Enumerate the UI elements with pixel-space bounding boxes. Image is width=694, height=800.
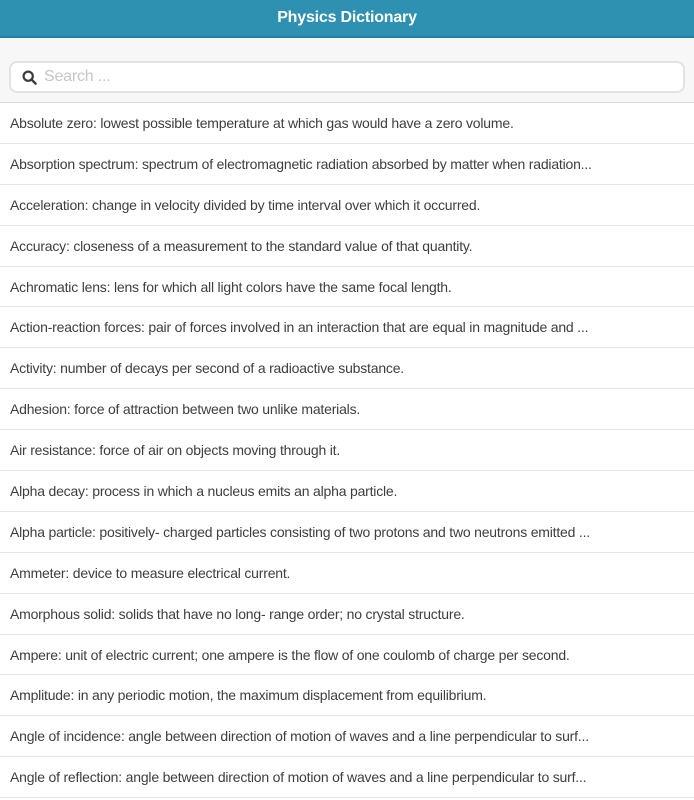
list-item[interactable] [0,716,694,757]
list-item[interactable] [0,675,694,716]
entry-text: Absorption spectrum: spectrum of electromagnetic radiation absorbed by matter when radiation... [10,155,592,172]
entry-text: Ampere: unit of electric current; one ampere is the flow of one coulomb of charge per second. [10,646,570,663]
list-item[interactable] [0,512,694,553]
app-header [0,0,694,38]
entry-text: Absolute zero: lowest possible temperature at which gas would have a zero volume. [10,114,514,131]
list-item[interactable] [0,757,694,798]
entry-text: Angle of reflection: angle between direction of motion of waves and a line perpendicular to surf... [10,769,587,786]
list-item[interactable] [0,430,694,471]
entry-text: Alpha decay: process in which a nucleus emits an alpha particle. [10,482,398,499]
list-item[interactable] [0,471,694,512]
entry-text: Amplitude: in any periodic motion, the maximum displacement from equilibrium. [10,687,487,704]
list-item[interactable] [0,144,694,185]
entry-text: Action-reaction forces: pair of forces involved in an interaction that are equal in magnitude and ... [10,319,589,336]
entry-text: Adhesion: force of attraction between two unlike materials. [10,401,361,418]
entry-text: Achromatic lens: lens for which all light colors have the same focal length. [10,278,452,295]
list-item[interactable] [0,103,694,144]
list-item[interactable] [0,185,694,226]
list-item[interactable] [0,594,694,635]
app-title: Physics Dictionary [277,9,417,26]
entry-text: Amorphous solid: solids that have no long- range order; no crystal structure. [10,605,465,622]
entry-text: Ammeter: device to measure electrical current. [10,564,291,581]
search-icon [22,70,37,85]
search-input[interactable] [44,68,683,86]
entry-text: Accuracy: closeness of a measurement to the standard value of that quantity. [10,237,473,254]
list-item[interactable] [0,635,694,676]
dictionary-list [0,103,694,798]
search-section [0,38,694,103]
entry-text: Acceleration: change in velocity divided by time interval over which it occurred. [10,196,481,213]
entry-text: Activity: number of decays per second of a radioactive substance. [10,360,404,377]
list-item[interactable] [0,267,694,308]
list-item[interactable] [0,226,694,267]
entry-text: Angle of incidence: angle between direction of motion of waves and a line perpendicular to surf... [10,728,589,745]
list-item[interactable] [0,389,694,430]
list-item[interactable] [0,348,694,389]
search-box[interactable] [9,61,685,93]
list-item[interactable] [0,307,694,348]
list-item[interactable] [0,553,694,594]
entry-text: Alpha particle: positively- charged particles consisting of two protons and two neutrons emitted ... [10,523,590,540]
entry-text: Air resistance: force of air on objects moving through it. [10,442,341,459]
